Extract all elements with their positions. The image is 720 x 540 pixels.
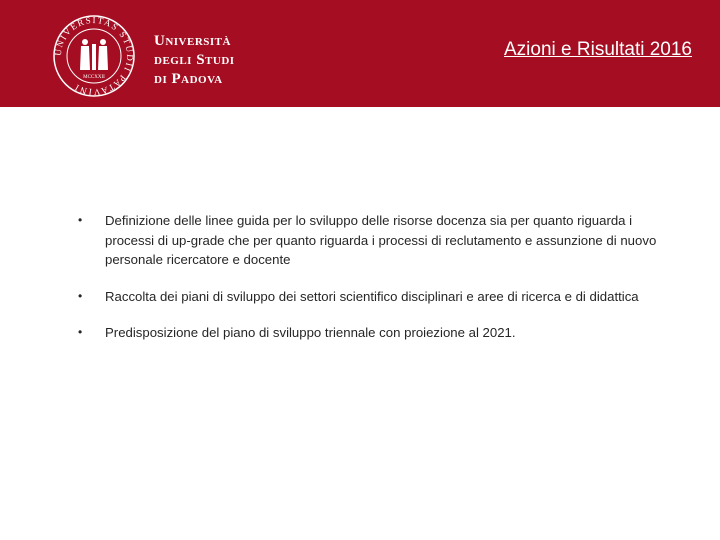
seal-year: MCCXXII (83, 75, 105, 80)
list-item-text: Raccolta dei piani di sviluppo dei settori scientifico disciplinari e aree di ricerca e di didattica (105, 288, 639, 304)
wordmark-line: di Padova (154, 71, 223, 87)
list-item-text: Definizione delle linee guida per lo sviluppo delle risorse docenza sia per quanto riguarda i processi di up-grade che per quanto riguarda i processi di reclutamento e assunzione di nuovo personale ricercatore e docente (105, 213, 657, 267)
seal-text: UNIVERSITAS STUDII PATAVINI (52, 14, 136, 98)
bullet-icon: • (78, 325, 83, 339)
wordmark-line: Università (154, 33, 231, 49)
wordmark-line: degli Studi (154, 52, 235, 68)
list-item (78, 287, 658, 307)
university-seal-icon (52, 14, 136, 98)
list-item (78, 323, 658, 343)
university-logo[interactable] (52, 14, 248, 102)
university-wordmark (154, 32, 235, 89)
bullet-list (78, 211, 658, 343)
bullet-icon: • (78, 288, 83, 303)
list-item (78, 211, 658, 270)
bullet-icon: • (78, 213, 83, 227)
slide-title[interactable]: Azioni e Risultati 2016 (504, 39, 692, 60)
header-bar (0, 0, 720, 107)
list-item-text: Predisposizione del piano di sviluppo triennale con proiezione al 2021. (105, 325, 516, 340)
